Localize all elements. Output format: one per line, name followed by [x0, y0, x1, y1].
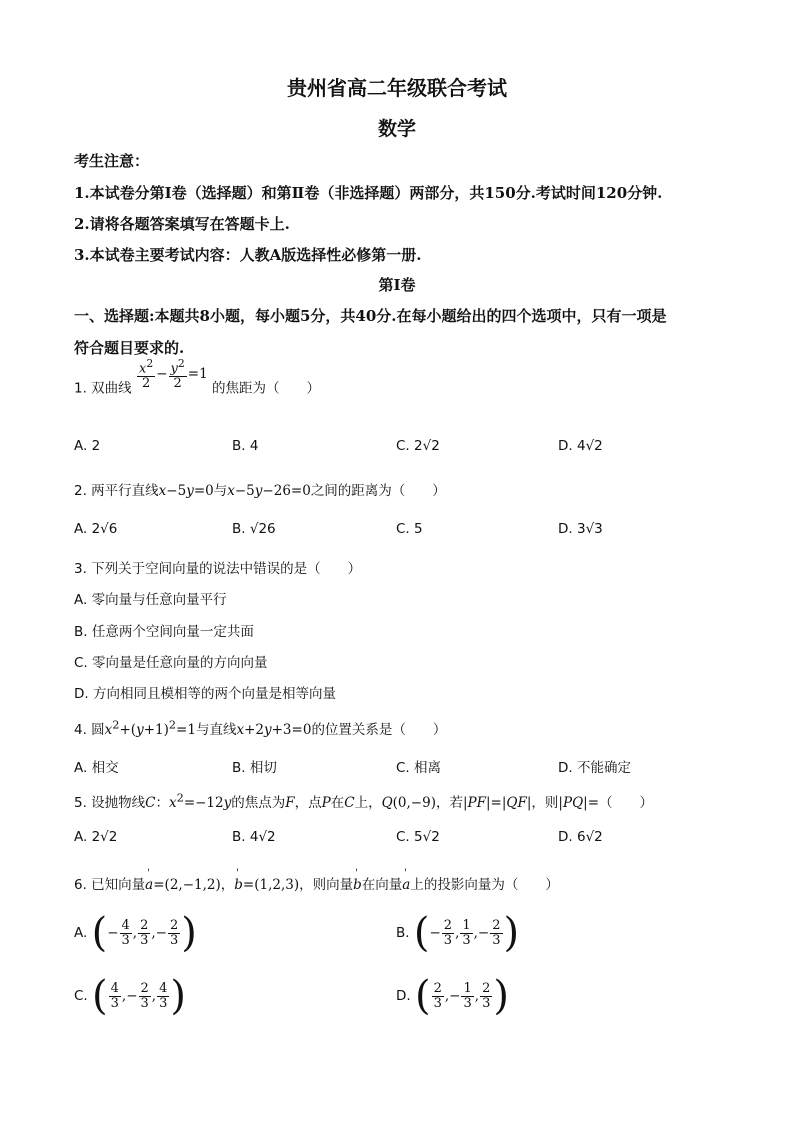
notice-heading: 考生注意：	[74, 152, 150, 170]
question-3: 3. 下列关于空间向量的说法中错误的是（ ）	[74, 561, 362, 577]
q4-option-b: B. 相切	[232, 760, 277, 776]
q2-option-c: C. 5	[396, 521, 423, 537]
q5-option-c: C. 5√2	[396, 829, 440, 845]
question-4: 4. 圆$x^2+(y+1)^2=1$与直线x+2y+3=0的位置关系是（ ）	[74, 718, 447, 738]
q6-option-d: D. ( $\frac{2}{3}$ ,− $\frac{1}{3}$ , $\frac{2}{3}$ )	[396, 973, 509, 1019]
q1-option-b: B. 4	[232, 438, 259, 454]
q5-option-a: A. 2√2	[74, 829, 118, 845]
q4-option-a: A. 相交	[74, 760, 119, 776]
q1-option-d: D. 4√2	[558, 438, 603, 454]
q3-option-a: A. 零向量与任意向量平行	[74, 592, 227, 608]
question-1: 1. 双曲线 $\frac{x^2}{2}$ − $\frac{y^2}{2}$ =1 的焦距为（ ）	[74, 357, 320, 397]
q1-option-a: A. 2	[74, 438, 101, 454]
q6-option-b: B. (− $\frac{2}{3}$ , $\frac{1}{3}$ ,− $\frac{2}{3}$ )	[396, 910, 520, 956]
part-label: 第Ⅰ卷	[378, 276, 416, 294]
q5-option-d: D. 6√2	[558, 829, 603, 845]
q4-option-c: C. 相离	[396, 760, 442, 776]
q4-option-d: D. 不能确定	[558, 760, 631, 776]
question-5: 5. 设抛物线C：$x^2=-12y$的焦点为F，点P在C上，Q(0,−9)，若|PF|=|QF|，则|PQ|=（ ）	[74, 791, 654, 811]
q1-option-c: C. 2√2	[396, 438, 440, 454]
notice-item-2: 2.请将各题答案填写在答题卡上.	[74, 215, 290, 233]
exam-title: 贵州省高二年级联合考试	[287, 76, 507, 100]
q1-hyperbola-equation: $\frac{x^2}{2}$ − $\frac{y^2}{2}$ =1	[138, 357, 208, 391]
subject-title: 数学	[377, 118, 416, 140]
section-heading-line1: 一、选择题:本题共8小题，每小题5分，共40分.在每小题给出的四个选项中，只有一项是	[74, 307, 667, 325]
q6-option-a: A. (− $\frac{4}{3}$ , $\frac{2}{3}$ ,− $\frac{2}{3}$ )	[74, 910, 197, 956]
section-heading-line2: 符合题目要求的.	[74, 339, 185, 357]
q6-option-c: C. ( $\frac{4}{3}$ ,− $\frac{2}{3}$ , $\frac{4}{3}$ )	[74, 973, 186, 1019]
question-2: 2. 两平行直线x−5y=0与x−5y−26=0之间的距离为（ ）	[74, 483, 446, 499]
question-6: 6. 已知向量' a=(2,−1,2)，' b=(1,2,3)，则向量' b在向量' a上的投影向量为（ ）	[74, 873, 559, 893]
q5-option-b: B. 4√2	[232, 829, 276, 845]
q2-option-b: B. √26	[232, 521, 276, 537]
q3-option-b: B. 任意两个空间向量一定共面	[74, 624, 254, 640]
notice-item-3: 3.本试卷主要考试内容：人教A版选择性必修第一册.	[74, 246, 422, 264]
q2-option-d: D. 3√3	[558, 521, 603, 537]
q2-option-a: A. 2√6	[74, 521, 118, 537]
q3-option-d: D. 方向相同且模相等的两个向量是相等向量	[74, 686, 336, 702]
q3-option-c: C. 零向量是任意向量的方向向量	[74, 655, 268, 671]
notice-item-1: 1.本试卷分第Ⅰ卷（选择题）和第Ⅱ卷（非选择题）两部分，共150分.考试时间120分钟.	[74, 184, 663, 202]
